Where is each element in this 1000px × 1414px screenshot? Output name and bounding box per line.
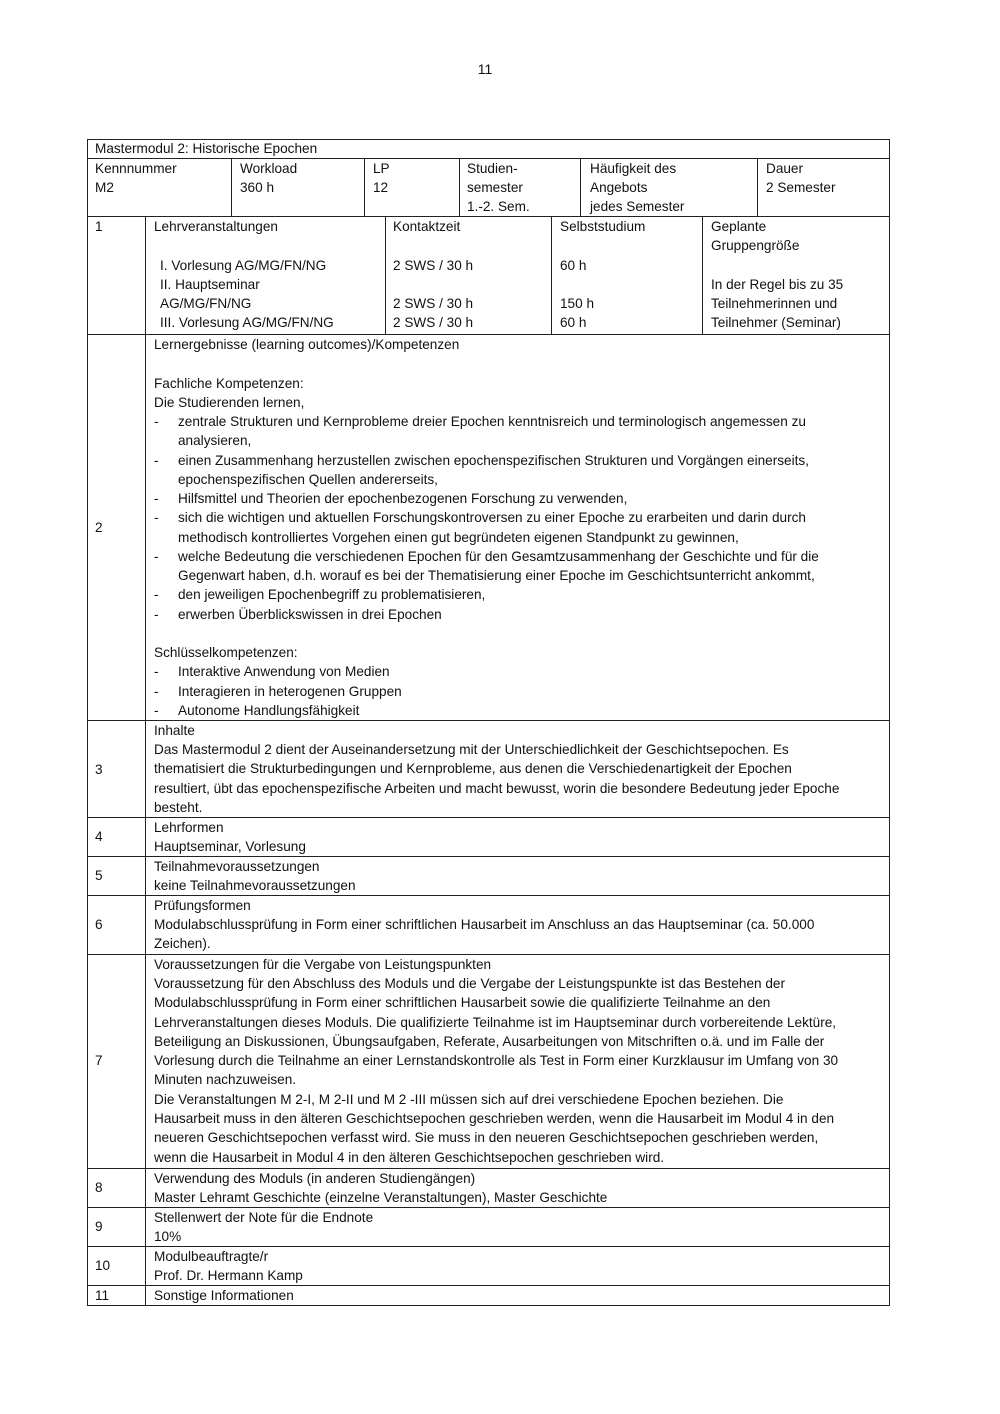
lp-value: 12 xyxy=(373,180,389,195)
lv-2b: AG/MG/FN/NG xyxy=(160,296,252,311)
section-title: Verwendung des Moduls (in anderen Studiengängen) xyxy=(154,1171,476,1186)
dauer-label: Dauer xyxy=(766,161,804,176)
lv-1: I. Vorlesung AG/MG/FN/NG xyxy=(160,258,327,273)
selbststudium-1: 60 h xyxy=(560,258,587,273)
kontaktzeit-2: 2 SWS / 30 h xyxy=(393,296,474,311)
selbststudium-2: 150 h xyxy=(560,296,595,311)
section-text: 10% xyxy=(154,1229,182,1244)
module-title: Mastermodul 2: Historische Epochen xyxy=(95,141,318,156)
section-title: Modulbeauftragte/r xyxy=(154,1249,269,1264)
section-title: Sonstige Informationen xyxy=(154,1288,294,1303)
fach-heading: Fachliche Kompetenzen: xyxy=(154,376,304,391)
list-item-continued: methodisch kontrolliertes Vorgehen einen gut begründeten eigenen Standpunkt zu gewinnen, xyxy=(178,530,739,545)
section-title: Prüfungsformen xyxy=(154,898,251,913)
section-text: Master Lehramt Geschichte (einzelne Veranstaltungen), Master Geschichte xyxy=(154,1190,608,1205)
section-title: Stellenwert der Note für die Endnote xyxy=(154,1210,374,1225)
section-title: Lernergebnisse (learning outcomes)/Kompetenzen xyxy=(154,337,460,352)
studiensemester-value: 1.-2. Sem. xyxy=(467,199,530,214)
list-item-continued: Gegenwart haben, d.h. worauf es bei der Thematisierung einer Epoche im Geschichtsunterricht ankommt, xyxy=(178,568,815,583)
haeufigkeit-label-2: Angebots xyxy=(590,180,648,195)
kennnummer-label: Kennnummer xyxy=(95,161,177,176)
gruppe-1: In der Regel bis zu 35 xyxy=(711,277,844,292)
col-kontaktzeit: Kontaktzeit xyxy=(393,219,461,234)
lp-label: LP xyxy=(373,161,390,176)
section-text: Voraussetzung für den Abschluss des Moduls und die Vergabe der Leistungspunkte ist das Bestehen der Modulabschlussprüfung in Form einer schriftlichen Hausarbeit sowie die qualifizierte Teilnahme an den Lehrveranstaltungen dieses Moduls. Die qualifizierte Teilnahme ist im Hauptseminar durch vorbereitende Lektüre, Beteiligung an Diskussionen, Übungsaufgaben, Referate, Ausarbeitungen von Mitschriften o.ä. und im Falle der Vorlesung durch die Teilnahme an einer Lernstandskontrolle als Test in Form einer Kurzklausur im Umfang von 30 Minuten nachzuweisen. Die Veranstaltungen M 2-I, M 2-II und M 2 -III müssen sich auf drei verschiedene Epochen beziehen. Die Hausarbeit muss in den älteren Geschichtsepochen geschrieben werden, wenn die Hausarbeit im Modul 4 in den neueren Geschichtsepochen verfasst wird. Sie muss in den neueren Geschichtsepochen geschrieben werden, wenn die Hausarbeit in Modul 4 in den älteren Geschichtsepochen geschrieben wird. xyxy=(154,976,839,1165)
gruppe-3: Teilnehmer (Seminar) xyxy=(711,315,841,330)
studiensemester-label-2: semester xyxy=(467,180,523,195)
row-number: 6 xyxy=(95,917,103,932)
col-lehrveranstaltungen: Lehrveranstaltungen xyxy=(154,219,278,234)
section-text: Modulabschlussprüfung in Form einer schriftlichen Hausarbeit im Anschluss an das Hauptseminar (ca. 50.000 Zeichen). xyxy=(154,917,815,952)
workload-value: 360 h xyxy=(240,180,275,195)
col-gruppe-2: Gruppengröße xyxy=(711,238,800,253)
row-number: 2 xyxy=(95,520,103,535)
fach-intro: Die Studierenden lernen, xyxy=(154,395,305,410)
section-text: Hauptseminar, Vorlesung xyxy=(154,839,306,854)
schluessel-heading: Schlüsselkompetenzen: xyxy=(154,645,298,660)
list-item-continued: analysieren, xyxy=(178,433,252,448)
kennnummer-value: M2 xyxy=(95,180,114,195)
dauer-value: 2 Semester xyxy=(766,180,836,195)
col-gruppe-1: Geplante xyxy=(711,219,767,234)
section-text: Das Mastermodul 2 dient der Auseinandersetzung mit der Unterschiedlichkeit der Geschichtsepochen. Es thematisiert die Strukturbedingungen und Kernprobleme, aus denen die Verschiedenartigkeit der Epochen resultiert, übt das epochenspezifische Arbeiten und macht bewusst, worin die besondere Bedeutung jeder Epoche besteht. xyxy=(154,742,840,815)
studiensemester-label-1: Studien- xyxy=(467,161,518,176)
row-number: 1 xyxy=(95,219,103,234)
section-text: keine Teilnahmevoraussetzungen xyxy=(154,878,356,893)
row-number: 7 xyxy=(95,1053,103,1068)
selbststudium-3: 60 h xyxy=(560,315,587,330)
workload-label: Workload xyxy=(240,161,298,176)
lv-3: III. Vorlesung AG/MG/FN/NG xyxy=(160,315,334,330)
section-title: Inhalte xyxy=(154,723,195,738)
kontaktzeit-1: 2 SWS / 30 h xyxy=(393,258,474,273)
section-title: Voraussetzungen für die Vergabe von Leistungspunkten xyxy=(154,957,492,972)
row-number: 9 xyxy=(95,1219,103,1234)
haeufigkeit-label-1: Häufigkeit des xyxy=(590,161,677,176)
row-number: 11 xyxy=(95,1288,110,1303)
row-number: 10 xyxy=(95,1258,111,1273)
section-title: Lehrformen xyxy=(154,820,224,835)
kontaktzeit-3: 2 SWS / 30 h xyxy=(393,315,474,330)
row-number: 3 xyxy=(95,762,103,777)
haeufigkeit-value: jedes Semester xyxy=(590,199,685,214)
section-title: Teilnahmevoraussetzungen xyxy=(154,859,320,874)
gruppe-2: Teilnehmerinnen und xyxy=(711,296,838,311)
row-number: 5 xyxy=(95,868,103,883)
page-number: 11 xyxy=(477,61,493,77)
col-selbststudium: Selbststudium xyxy=(560,219,646,234)
row-number: 4 xyxy=(95,829,103,844)
list-item-continued: epochenspezifischen Quellen andererseits, xyxy=(178,472,438,487)
section-text: Prof. Dr. Hermann Kamp xyxy=(154,1268,303,1283)
lv-2a: II. Hauptseminar xyxy=(160,277,260,292)
row-number: 8 xyxy=(95,1180,103,1195)
